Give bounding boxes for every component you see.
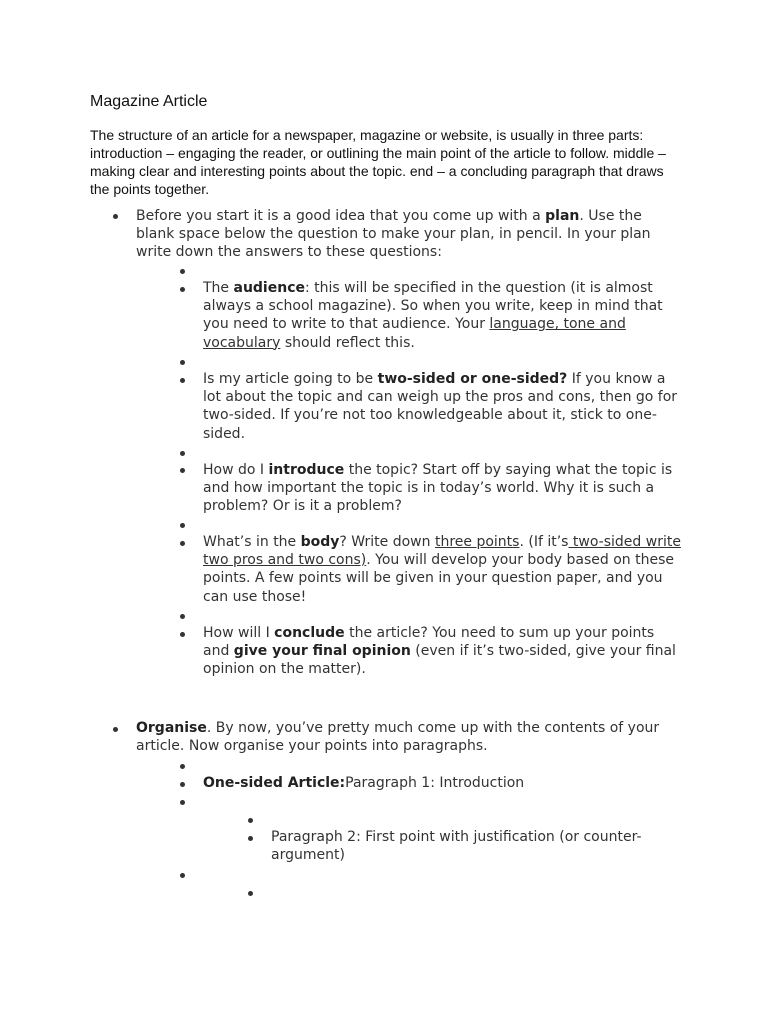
- bullet: [180, 782, 185, 787]
- list-item-audience: The audience: this will be specified in the question (it is almost always a school magazine). So when you write, keep in mind that you need to write to that audience. Your language, tone and vocabulary should reflect this.: [203, 280, 663, 351]
- bullet: [248, 818, 253, 823]
- bullet: [248, 836, 253, 841]
- list-item-organise: Organise. By now, you’ve pretty much come up with the contents of your article. Now organise your points into paragraphs.: [136, 720, 660, 755]
- list-item-body: What’s in the body? Write down three points. (If it’s two-sided write two pros and two cons). You will develop your body based on these points. A few points will be given in your question paper, and you can use those!: [203, 534, 681, 605]
- list-item-paragraph-2: Paragraph 2: First point with justification (or counter-argument): [271, 829, 642, 864]
- list-item-one-sided: One-sided Article:Paragraph 1: Introduction: [203, 775, 525, 791]
- bullet: [180, 451, 185, 456]
- bullet: [180, 287, 185, 292]
- bullet: [180, 800, 185, 805]
- bullet: [248, 891, 253, 896]
- bullet: [180, 541, 185, 546]
- bullet: [180, 360, 185, 365]
- list-item-plan: Before you start it is a good idea that you come up with a plan. Use the blank space below the question to make your plan, in pencil. In your plan write down the answers to these questions:: [136, 208, 651, 261]
- bullet: [180, 523, 185, 528]
- list-item-sided: Is my article going to be two-sided or one-sided? If you know a lot about the topic and can weigh up the pros and cons, then go for two-sided. If you’re not too knowledgeable about it, stick to one-sided.: [203, 371, 678, 442]
- bullet: [180, 269, 185, 274]
- list-item-conclude: How will I conclude the article? You need to sum up your points and give your final opinion (even if it’s two-sided, give your final opinion on the matter).: [203, 625, 676, 678]
- bullet: [113, 727, 118, 732]
- list-item-introduce: How do I introduce the topic? Start off by saying what the topic is and how important the topic is in today’s world. Why it is such a problem? Or is it a problem?: [203, 462, 673, 515]
- bullet: [180, 632, 185, 637]
- bullet: [113, 214, 118, 219]
- bullet: [180, 614, 185, 619]
- bullet: [180, 378, 185, 383]
- page-title: Magazine Article: [90, 93, 208, 110]
- bullet: [180, 873, 185, 878]
- bullet: [180, 764, 185, 769]
- bullet: [180, 468, 185, 473]
- intro-paragraph: The structure of an article for a newspaper, magazine or website, is usually in three parts: introduction – engaging the reader, or outlining the main point of the article to follow. middle – making clear and interesting points about the topic. end – a concluding paragraph that draws the points together.: [90, 127, 666, 197]
